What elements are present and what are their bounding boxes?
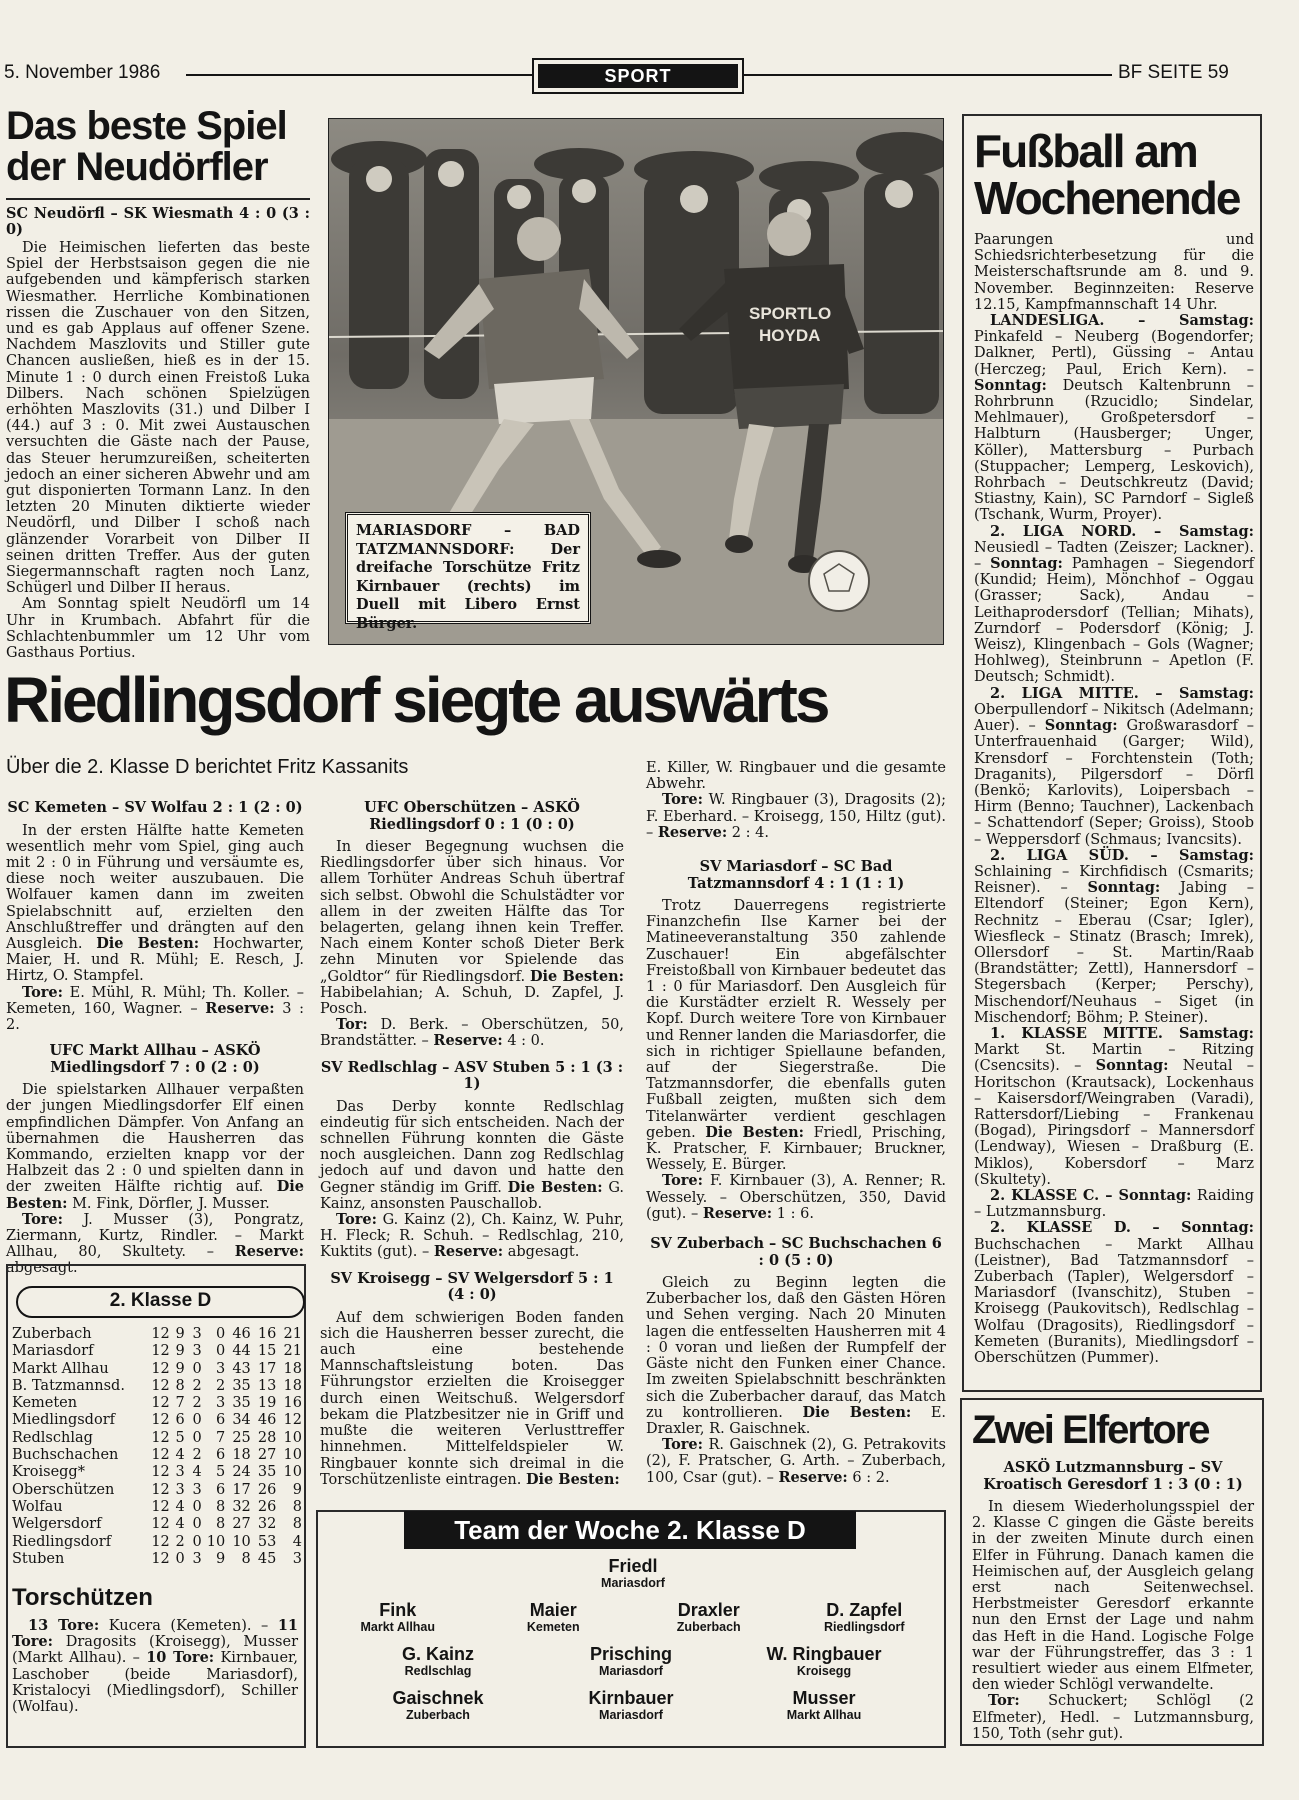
jersey-text-2: HOYDA: [759, 326, 821, 345]
team-name: Markt Allhau: [12, 1360, 109, 1377]
article-byline: Über die 2. Klasse D berichtet Fritz Kassanits: [6, 756, 409, 778]
stat-cell: 4: [175, 1498, 185, 1515]
stat-cell: 13: [257, 1377, 277, 1394]
stat-cell: 10: [283, 1464, 302, 1481]
player-name: Gaischnek: [392, 1688, 484, 1708]
stat-cell: 8: [215, 1516, 226, 1533]
league-fixtures: 2. KLASSE C. – Sonntag: Raiding – Lutzmannsburg.: [974, 1186, 1254, 1221]
stat-cell: 12: [283, 1412, 302, 1429]
match-stats: Tor: Schuckert; Schlögl (2 Elfmeter), Hedl. – Lutzmannsburg, 150, Toth (sehr gut).: [972, 1692, 1254, 1742]
match-stats: Tore: J. Musser (3), Pongratz, Ziermann, Kurtz, Rindler. – Markt Allhau, 80, Skultety. – Reserve: abgesagt.: [6, 1210, 305, 1277]
stat-cell: 53: [257, 1533, 277, 1550]
section-label: [532, 58, 744, 94]
stat-cell: 12: [151, 1326, 170, 1342]
stat-cell: 12: [151, 1429, 170, 1446]
stat-cell: 10: [283, 1447, 302, 1464]
team-name: Miedlingsdorf: [12, 1412, 115, 1429]
stat-cell: 45: [257, 1550, 277, 1567]
stat-cell: 6: [215, 1447, 226, 1464]
stat-cell: 21: [283, 1343, 302, 1360]
stat-cell: 4: [292, 1533, 302, 1550]
section-label-text: SPORT: [538, 64, 738, 88]
team-name: Welgersdorf: [12, 1516, 102, 1533]
paragraph: Die Heimischen lieferten das beste Spiel der Herbstsaison gegen die nie aufgebenden und kämpferisch starken Wiesmather. Herrliche Kombinationen rissen die Zuschauer von den Sitzen, und es gab Applaus auf offener Szene. Nachdem Maszlovits und Stiller gute Chancen ausließen, hieß es in der 15. Minute 1 : 0 durch einen Freistoß Luka Dilbers. Nach schönen Spielzügen erhöhten Maszlovits (31.) und Dilber I (44.) auf 3 : 0. Mit zwei Austauschen versuchten die Gäste nach der Pause, das Steuer herumzureißen, scheiterten jedoch an einer sicheren Abwehr und am gut disponierten Tormann Lanz. In den letzten 20 Minuten diktierte wieder Neudörfl, und Dilber I schoß nach glänzender Vorarbeit von Dilber II seinen dritten Treffer. Aus der guten Siegermannschaft ragten noch Lanz, Schügerl und Dilber II heraus.: [6, 240, 310, 597]
article-column-3: [646, 760, 946, 1486]
stat-cell: 21: [283, 1326, 302, 1342]
paragraph: Am Sonntag spielt Neudörfl um 14 Uhr in Krumbach. Abfahrt für die Schlachtenbummler um 12 Uhr vom Gasthaus Portius.: [6, 596, 310, 662]
stat-cell: 9: [292, 1481, 302, 1498]
stat-cell: 2: [192, 1377, 202, 1394]
standings-row: [12, 1534, 302, 1551]
team-name: Zuberbach: [12, 1326, 92, 1342]
stat-cell: 12: [151, 1343, 170, 1360]
standings-row: [12, 1395, 302, 1412]
header-rule-right: [742, 74, 1112, 76]
team-name: Kroisegg*: [12, 1464, 85, 1481]
stat-cell: 5: [175, 1429, 185, 1446]
stat-cell: 0: [175, 1550, 185, 1567]
stat-cell: 9: [175, 1343, 185, 1360]
match-text: Auf dem schwierigen Boden fanden sich die Hausherren besser zurecht, die auch eine bestehende Mannschaftsleistung boten. Das Führungstor erzielten die Kroisegger durch einen Weitschuß. Welgersdorf bekam die Platzbesitzer nie in Griff und mußte die weiteren Verlusttreffer hinnehmen. Mittelfeldspieler W. Ringbauer konnte sich dreimal in die Torschützenliste eintragen. Die Besten:: [320, 1309, 624, 1488]
stat-cell: 8: [292, 1516, 302, 1533]
match-title: SC Kemeten – SV Wolfau 2 : 1 (2 : 0): [7, 799, 303, 816]
stat-cell: 16: [283, 1395, 302, 1412]
article-neudoerfl-body: [6, 206, 310, 662]
team-name: Buchschachen: [12, 1447, 119, 1464]
team-of-week-grid: [320, 1556, 942, 1732]
stat-cell: 28: [257, 1429, 277, 1446]
article-column-1: [6, 800, 304, 1277]
player-name: W. Ringbauer: [766, 1644, 882, 1664]
standings-row: [12, 1551, 302, 1568]
standings-row: [12, 1464, 302, 1481]
stat-cell: 8: [175, 1377, 185, 1394]
stat-cell: 3: [192, 1326, 202, 1342]
stat-cell: 17: [257, 1360, 277, 1377]
stat-cell: 10: [283, 1429, 302, 1446]
stat-cell: 27: [232, 1516, 251, 1533]
stat-cell: 4: [175, 1447, 185, 1464]
weekend-headline-line-1: Fußball am: [974, 125, 1197, 177]
player-name: Friedl: [608, 1556, 658, 1576]
scorers-list: [12, 1618, 298, 1715]
match-title: UFC Markt Allhau – ASKÖ Miedlingsdorf 7 : 0 (2 : 0): [49, 1042, 261, 1076]
match-report-continued: E. Killer, W. Ringbauer und die gesamte Abwehr. Tore: W. Ringbauer (3), Dragosits (2); F. Eberhard. – Kroisegg, 150, Hiltz (gut). – Reserve: 2 : 4.: [646, 760, 946, 841]
player-name: G. Kainz: [401, 1644, 474, 1664]
article-neudoerfl-headline: [6, 106, 310, 188]
standings-row: [12, 1378, 302, 1395]
stat-cell: 25: [232, 1429, 251, 1446]
match-stats: Tore: G. Kainz (2), Ch. Kainz, W. Puhr, H. Fleck; R. Schuh. – Redlschlag, 210, Kuktits (gut). – Reserve: abgesagt.: [320, 1211, 625, 1261]
stat-cell: 10: [206, 1533, 226, 1550]
stat-cell: 17: [232, 1481, 251, 1498]
standings-title: 2. Klasse D: [16, 1286, 305, 1318]
stat-cell: 3: [175, 1481, 185, 1498]
match-stats: Tore: F. Kirnbauer (3), A. Renner; R. Wessely. – Oberschützen, 350, David (gut). – Reserve: 1 : 6.: [646, 1172, 946, 1222]
stat-cell: 6: [215, 1412, 226, 1429]
team-player: [556, 1644, 706, 1688]
player-club: Zuberbach: [406, 1708, 470, 1722]
team-name: Mariasdorf: [12, 1343, 94, 1360]
standings-row: [12, 1343, 302, 1360]
stat-cell: 3: [192, 1550, 202, 1567]
standings-row: [12, 1447, 302, 1464]
match-title: SV Mariasdorf – SC Bad Tatzmannsdorf 4 : 1 (1 : 1): [687, 858, 905, 892]
team-name: Riedlingsdorf: [12, 1533, 112, 1550]
player-club: Markt Allhau: [360, 1620, 436, 1634]
stat-cell: 9: [175, 1360, 185, 1377]
player-club: Zuberbach: [676, 1620, 741, 1634]
headline-line-1: Das beste Spiel: [6, 104, 287, 148]
stat-cell: 32: [232, 1498, 251, 1515]
league-fixtures: 2. LIGA NORD. – Samstag: Neusiedl – Tadten (Zeiszer; Lackner). – Sonntag: Pamhagen – Siegendorf (Kundid; Heim), Mönchhof – Oggau (Grasser; Sack), Andau – Leithaprodersdorf (Tellian; Mihats), Zurndorf – Podersdorf (König; J. Weisz), Klingenbach – Gols (Wagner; Hohlweg), Steinbrunn – Apetlon (F. Deutsch; Schmidt).: [974, 522, 1254, 686]
stat-cell: 12: [151, 1516, 170, 1533]
team-name: Wolfau: [12, 1498, 63, 1515]
stat-cell: 6: [175, 1412, 185, 1429]
scorer-entry: 13 Tore: Kucera (Kemeten). – 11 Tore: Dragosits (Kroisegg), Musser (Markt Allhau). – 10 Tore: Kirnbauer, Laschober (beide Mariasdorf), Kristalocyi (Miedlingsdorf), Schiller (Wolfau).: [12, 1617, 299, 1716]
stat-cell: 3: [292, 1550, 302, 1567]
match-text: Die spielstarken Allhauer verpaßten der jungen Miedlingsdorfer Elf einen empfindlichen Dämpfer. Von Anfang an übernahmen die Hausherren das Kommando, erzielten knapp vor der Halbzeit das 2 : 0 und spielten dann in der zweiten Hälfte richtig auf. Die Besten: M. Fink, Dörfler, J. Musser.: [6, 1082, 304, 1212]
player-name: Draxler: [677, 1600, 740, 1620]
page-number: BF SEITE 59: [1118, 62, 1229, 83]
standings-row: [12, 1412, 302, 1429]
team-row: [320, 1556, 942, 1600]
match-report: [320, 800, 624, 1050]
match-stats: Tor: D. Berk. – Oberschützen, 50, Brandstätter. – Reserve: 4 : 0.: [320, 1016, 625, 1050]
league-fixtures: 2. KLASSE D. – Sonntag: Buchschachen – Markt Allhau (Leistner), Bad Tatzmannsdorf – Zuberbach (Tapler), Welgersdorf – Mariasdorf (Ivanschitz), Stuben – Kroisegg (Paukovitsch), Redlschlag – Wolfau (Dragosits), Riedlingsdorf – Kemeten (Buranits), Miedlingsdorf – Oberschützen (Pummer).: [974, 1219, 1254, 1367]
match-title: SV Zuberbach – SC Buchschachen 6 : 0 (5 : 0): [650, 1235, 942, 1269]
match-text: In der ersten Hälfte hatte Kemeten wesentlich mehr vom Spiel, ging auch mit 2 : 0 in Führung und versäumte es, diese noch weiter auszubauen. Die Wolfauer kamen dann im zweiten Spielabschnitt auf, erzielten den Anschlußtreffer und drängten auf den Ausgleich. Die Besten: Hochwarter, Maier, H. und R. Mühl; E. Resch, J. Hirtz, O. Stampfel.: [6, 822, 305, 985]
match-report: [320, 1271, 624, 1488]
stat-cell: 3: [215, 1360, 226, 1377]
standings-row: [12, 1516, 302, 1533]
standings-row: [12, 1326, 302, 1343]
stat-cell: 3: [192, 1481, 202, 1498]
standings-row: [12, 1482, 302, 1499]
match-text: Trotz Dauerregens registrierte Finanzchefin Ilse Karner bei der Matineeveranstaltung 350 zahlende Zuschauer! Ein abgefälschter Freistoßball von Kirnbauer bedeutet das 1 : 0 für Mariasdorf. Den Ausgleich für die Kurstädter erzielt R. Wessely per Kopf. Durch weitere Tore von Kirnbauer und Renner landen die Mariasdorfer, die sich in richtiger Spiellaune befanden, auf der Siegerstraße. Die Tatzmannsdorfer, die ebenfalls guten Fußball zeigten, mußten sich dem Titelanwärter verdient geschlagen geben. Die Besten: Friedl, Prisching, K. Pratscher, F. Kirnbauer; Bruckner, Wessely, E. Bürger.: [646, 898, 946, 1174]
stat-cell: 18: [283, 1377, 302, 1394]
jersey-text-1: SPORTLO: [749, 304, 832, 323]
standings-row: [12, 1430, 302, 1447]
stat-cell: 0: [215, 1343, 226, 1360]
stat-cell: 2: [215, 1377, 226, 1394]
player-club: Mariasdorf: [601, 1576, 665, 1590]
stat-cell: 12: [151, 1464, 170, 1481]
stat-cell: 3: [175, 1464, 185, 1481]
headline-rule: [6, 198, 310, 200]
stat-cell: 12: [151, 1360, 170, 1377]
match-report: [320, 1060, 624, 1261]
elfer-body: [972, 1460, 1254, 1742]
team-player: [556, 1688, 706, 1732]
stat-cell: 2: [175, 1533, 185, 1550]
league-fixtures: LANDESLIGA. – Samstag: Pinkafeld – Neuberg (Bogendorfer; Dalkner, Pertl), Güssing – Antau (Herczeg; Paul, Erich Kern). – Sonntag: Deutsch Kaltenbrunn – Rohrbrunn (Rzucidlo; Sindelar, Mehlmauer), Großpetersdorf – Halbturn (Hausberger; Unger, Köller), Mattersburg – Purbach (Stuppacher; Lemperg, Leskovich), Rohrbach – Deutschkreutz (David; Stiastny, Kain), SC Parndorf – Sigleß (Tschank, Wurm, Proyer).: [974, 312, 1254, 524]
player-name: Musser: [792, 1688, 856, 1708]
stat-cell: 46: [232, 1326, 251, 1342]
team-row: [320, 1688, 942, 1732]
stat-cell: 15: [257, 1343, 277, 1360]
match-result: SC Neudörfl – SK Wiesmath 4 : 0 (3 : 0): [6, 204, 310, 238]
stat-cell: 43: [232, 1360, 251, 1377]
stat-cell: 35: [257, 1464, 277, 1481]
stat-cell: 7: [175, 1395, 185, 1412]
player-name: Prisching: [589, 1644, 673, 1664]
stat-cell: 8: [215, 1498, 226, 1515]
team-player: [323, 1600, 473, 1644]
team-player: [789, 1600, 939, 1644]
team-player: [363, 1644, 513, 1688]
team-player: [749, 1644, 899, 1688]
player-name: Kirnbauer: [588, 1688, 674, 1708]
stat-cell: 6: [215, 1481, 226, 1498]
player-club: Kroisegg: [796, 1664, 852, 1678]
match-report: [646, 859, 946, 1222]
stat-cell: 12: [151, 1447, 170, 1464]
stat-cell: 8: [292, 1498, 302, 1515]
stat-cell: 0: [192, 1498, 202, 1515]
stat-cell: 12: [151, 1481, 170, 1498]
stat-cell: 0: [192, 1533, 202, 1550]
stat-cell: 0: [192, 1516, 202, 1533]
match-title: ASKÖ Lutzmannsburg – SV Kroatisch Geresdorf 1 : 3 (0 : 1): [983, 1459, 1243, 1493]
stat-cell: 9: [175, 1326, 185, 1342]
league-fixtures: 1. KLASSE MITTE. Samstag: Markt St. Martin – Ritzing (Csencsits). – Sonntag: Neutal – Horitschon (Krautsack), Lockenhaus – Kaisersdorf/Weingraben (Varadi), Rattersdorf/Liebing – Frankenau (Bogad), Piringsdorf – Mannersdorf (Lendway), Wiesen – Draßburg (E. Miklos), Kobersdorf – Marz (Skultety).: [974, 1024, 1254, 1188]
stat-cell: 46: [257, 1412, 277, 1429]
stat-cell: 19: [257, 1395, 277, 1412]
team-player: [558, 1556, 708, 1600]
weekend-intro: Paarungen und Schiedsrichterbesetzung für die Meisterschaftsrunde am 8. und 9. November. Beginnzeiten: Reserve 12.15, Kampfmannschaft 14 Uhr.: [974, 232, 1254, 313]
player-name: Fink: [379, 1600, 417, 1620]
team-name: B. Tatzmannsd.: [12, 1377, 125, 1394]
match-stats: Tore: R. Gaischnek (2), G. Petrakovits (2), F. Pratscher, G. Arth. – Zuberbach, 100, Csar (gut). – Reserve: 6 : 2.: [646, 1436, 947, 1486]
player-club: Markt Allhau: [786, 1708, 862, 1722]
paragraph: In diesem Wiederholungsspiel der 2. Klasse C gingen die Gäste bereits in der zweiten Minute durch einen Elfer in Führung. Danach kamen die Heimischen auf, der Ausgleich gelang erst nach Seitenwechsel. Herbstmeister Geresdorf erkannte nun den Ernst der Lage und nahm das Heft in die Hand. Logische Folge war der Führungstreffer, das 3 : 1 resultiert wieder aus einem Elfmeter, den wieder Schlögl verwandelte.: [972, 1499, 1254, 1694]
stat-cell: 9: [215, 1550, 226, 1567]
stat-cell: 3: [192, 1343, 202, 1360]
match-stats: Tore: E. Mühl, R. Mühl; Th. Koller. – Kemeten, 160, Wagner. – Reserve: 3 : 2.: [6, 983, 305, 1033]
match-stats: Tore: W. Ringbauer (3), Dragosits (2); F. Eberhard. – Kroisegg, 150, Hiltz (gut). – Reserve: 2 : 4.: [646, 791, 946, 841]
scorers-title: Torschützen: [12, 1584, 153, 1611]
article-riedlingsdorf-headline: Riedlingsdorf siegte auswärts: [4, 664, 828, 736]
standings-row: [12, 1361, 302, 1378]
stat-cell: 26: [257, 1481, 277, 1498]
stat-cell: 3: [215, 1395, 226, 1412]
player-club: Mariasdorf: [599, 1664, 663, 1678]
stat-cell: 8: [241, 1550, 251, 1567]
match-report: [646, 1236, 946, 1486]
stat-cell: 18: [283, 1360, 302, 1377]
player-club: Riedlingsdorf: [823, 1620, 905, 1634]
stat-cell: 0: [215, 1326, 226, 1342]
stat-cell: 12: [151, 1533, 170, 1550]
standings-table: [12, 1326, 302, 1568]
match-report: [6, 1043, 304, 1276]
stat-cell: 12: [151, 1550, 170, 1567]
elfer-headline: Zwei Elfertore: [972, 1408, 1209, 1452]
match-title: SV Redlschlag – ASV Stuben 5 : 1 (3 : 1): [320, 1058, 624, 1093]
stat-cell: 35: [232, 1395, 251, 1412]
league-fixtures: 2. LIGA SÜD. – Samstag: Schlaining – Kirchfidisch (Csmarits; Reisner). – Sonntag: Jabing – Eltendorf (Steiner; Egon Kern), Rechnitz – Eberau (Csar; Igler), Wiesfleck – Stinatz (Brasch; Imrek), Ollersdorf – St. Martin/Raab (Brandstätter; Zettl), Hannersdorf – Stegersbach (Kerper; Perschy), Mischendorf/Neuhaus – Siget (in Mischendorf; Böhm; P. Steiner).: [974, 846, 1254, 1026]
team-name: Stuben: [12, 1550, 65, 1567]
stat-cell: 4: [175, 1516, 185, 1533]
team-name: Oberschützen: [12, 1481, 115, 1498]
match-text: In dieser Begegnung wuchsen die Riedlingsdorfer über sich hinaus. Vor allem Torhüter Andreas Schuh übertraf sich selbst. Obwohl die Schulstädter vor allem in der zweiten Hälfte das Tor belagerten, gelang ihnen kein Treffer. Nach einem Konter schoß Dieter Berk zehn Minuten vor Spielende das „Goldtor“ für Riedlingsdorf. Die Besten: Habibelahian; A. Schuh, D. Zapfel, J. Posch.: [320, 839, 624, 1018]
stat-cell: 2: [192, 1395, 202, 1412]
player-name: Maier: [529, 1600, 577, 1620]
stat-cell: 12: [151, 1498, 170, 1515]
stat-cell: 12: [151, 1395, 170, 1412]
standings-table-wrap: [12, 1326, 302, 1568]
header-rule-left: [186, 74, 532, 76]
stat-cell: 44: [232, 1343, 251, 1360]
team-player: [634, 1600, 784, 1644]
stat-cell: 16: [257, 1326, 277, 1342]
issue-date: 5. November 1986: [4, 62, 161, 83]
team-player: [749, 1688, 899, 1732]
stat-cell: 10: [232, 1533, 251, 1550]
stat-cell: 7: [215, 1429, 226, 1446]
league-fixtures: 2. LIGA MITTE. – Samstag: Oberpullendorf – Nikitsch (Adelmann; Auer). – Sonntag: Großwarasdorf – Unterfrauenhaid (Garger; Wild), Krensdorf – Forchtenstein (Toth; Draganits), Pilgersdorf – Dörfl (Benkö; Karlovits), Loipersbach – Hirm (Benno; Tauchner), Lackenbach – Schattendorf (Seper; Groiss), Stoob – Weppersdorf (Schmaus; Ivancsits).: [974, 684, 1254, 848]
stat-cell: 12: [151, 1377, 170, 1394]
stat-cell: 12: [151, 1412, 170, 1429]
team-name: Redlschlag: [12, 1429, 93, 1446]
player-club: Mariasdorf: [599, 1708, 663, 1722]
article-neudoerfl: [6, 106, 310, 661]
team-of-week-title: Team der Woche 2. Klasse D: [404, 1511, 856, 1549]
stat-cell: 4: [192, 1464, 202, 1481]
headline-line-2: der Neudörfler: [6, 144, 268, 189]
stat-cell: 0: [192, 1412, 202, 1429]
player-club: Redlschlag: [404, 1664, 472, 1678]
team-name: Kemeten: [12, 1395, 78, 1412]
team-row: [320, 1644, 942, 1688]
team-row: [320, 1600, 942, 1644]
team-player: [478, 1600, 628, 1644]
standings-row: [12, 1499, 302, 1516]
stat-cell: 2: [192, 1447, 202, 1464]
weekend-body: [974, 232, 1254, 1366]
match-title: UFC Oberschützen – ASKÖ Riedlingsdorf 0 : 1 (0 : 0): [364, 799, 580, 833]
stat-cell: 32: [257, 1516, 277, 1533]
stat-cell: 35: [232, 1377, 251, 1394]
stat-cell: 26: [257, 1498, 277, 1515]
match-report: [6, 800, 304, 1033]
stat-cell: 18: [232, 1447, 251, 1464]
stat-cell: 27: [257, 1447, 277, 1464]
player-name: D. Zapfel: [826, 1600, 903, 1620]
weekend-headline-line-2: Wochenende: [974, 171, 1240, 224]
article-column-2: [320, 800, 624, 1488]
stat-cell: 24: [232, 1464, 251, 1481]
player-club: Kemeten: [526, 1620, 580, 1634]
stat-cell: 5: [215, 1464, 226, 1481]
stat-cell: 0: [192, 1360, 202, 1377]
weekend-headline: [974, 125, 1240, 224]
match-title: SV Kroisegg – SV Welgersdorf 5 : 1 (4 : 0): [330, 1269, 614, 1304]
stat-cell: 34: [232, 1412, 251, 1429]
match-text: Gleich zu Beginn legten die Zuberbacher los, daß den Gästen Hören und Sehen verging. Nach 20 Minuten lagen die entfesselten Hausherren mit 4 : 0 voran und ließen der Rumpfelf der Gäste nicht den Funken einer Chance. Im zweiten Spielabschnitt beschränkten sich die Zuberbacher darauf, das Match zu kontrollieren. Die Besten: E. Draxler, R. Gaischnek.: [646, 1275, 947, 1437]
photo-caption: MARIASDORF – BAD TATZMANNSDORF: Der dreifache Torschütze Fritz Kirnbauer (rechts) im Duell mit Libero Ernst Bürger.: [345, 512, 591, 624]
stat-cell: 0: [192, 1429, 202, 1446]
team-player: [363, 1688, 513, 1732]
match-text: Das Derby konnte Redlschlag eindeutig für sich entscheiden. Nach der schnellen Führung konnten die Gäste noch ausgleichen. Dann zog Redlschlag jedoch auf und davon und hatte den Gegner ständig im Griff. Die Besten: G. Kainz, ansonsten Pauschallob.: [320, 1098, 624, 1212]
